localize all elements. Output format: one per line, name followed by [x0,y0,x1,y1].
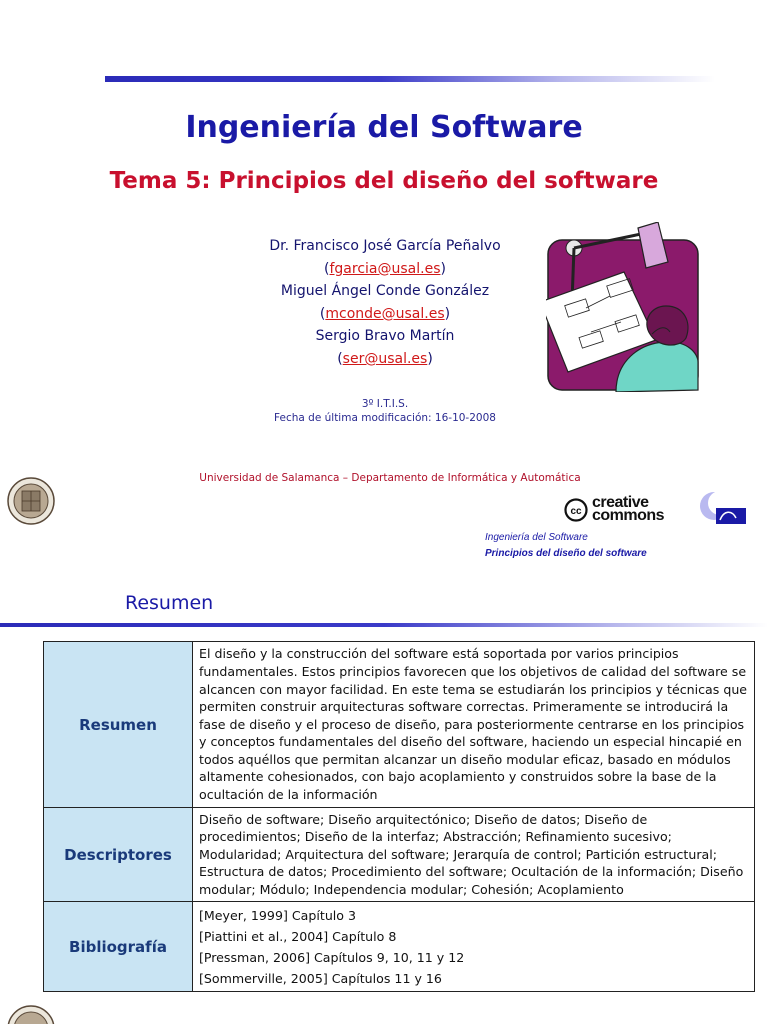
table-row [44,642,755,808]
footer-topic: Principios del diseño del software [485,548,647,559]
author-name: Dr. Francisco José García Peñalvo [269,238,501,254]
university-department: Universidad de Salamanca – Departamento de Informática y Automática [199,472,581,484]
table-row [44,808,755,902]
bibliography-item: [Meyer, 1999] Capítulo 3 [199,907,357,923]
row-label: Descriptores [44,808,193,902]
cc-logo-line1: creative [592,494,649,511]
authors-block [190,235,580,371]
bibliography-item: [Piattini et al., 2004] Capítulo 8 [199,928,397,944]
page-subtitle: Tema 5: Principios del diseño del software [109,168,659,194]
creative-commons-logo [592,496,664,522]
bibliography-item: [Sommerville, 2005] Capítulos 11 y 16 [199,970,442,986]
row-label: Bibliografía [44,902,193,992]
university-seal-icon [6,1004,56,1024]
research-group-logo-icon [694,488,750,528]
footer-course-name: Ingeniería del Software [485,532,588,543]
course-code: 3º I.T.I.S. [361,398,409,410]
section-heading: Resumen [125,592,214,614]
cc-logo-line2: commons [592,507,665,524]
author-email-line: (ser@usal.es) [337,350,433,367]
designer-illustration [546,222,706,392]
author-email-line: (fgarcia@usal.es) [324,260,446,277]
row-content: Diseño de software; Diseño arquitectónico; Diseño de datos; Diseño de procedimientos; Diseño de la interfaz; Abstracción; Refinamiento sucesivo; Modularidad; Arquitectura del software; Jerarquía de control; Partición estructural; Estructura de datos; Procedimiento del software; Ocultación de la información; Diseño modular; Módulo; Independencia modular; Cohesión; Acoplamiento [193,808,755,902]
section-divider-bar [0,623,768,627]
course-info [190,397,580,425]
author-email-line: (mconde@usal.es) [319,305,451,322]
svg-text:cc: cc [570,506,582,517]
bibliography-list [193,902,755,992]
page-title: Ingeniería del Software [185,110,583,145]
modification-date: Fecha de última modificación: 16-10-2008 [274,412,496,424]
row-label: Resumen [44,642,193,808]
author-name: Miguel Ángel Conde González [280,283,490,300]
author-email-link[interactable]: mconde@usal.es [325,305,445,322]
summary-table [43,641,755,992]
author-email-link[interactable]: fgarcia@usal.es [329,260,441,277]
bibliography-item: [Pressman, 2006] Capítulos 9, 10, 11 y 12 [199,949,465,965]
author-email-link[interactable]: ser@usal.es [342,350,428,367]
university-seal-icon [6,476,56,526]
creative-commons-icon [564,498,588,522]
top-divider-bar [105,76,715,82]
table-row [44,902,755,992]
author-name: Sergio Bravo Martín [315,328,455,345]
row-content: El diseño y la construcción del software está soportada por varios principios fundamentales. Estos principios favorecen que los objetivos de calidad del software se alcancen con mayor facilidad. En este tema se estudiarán los principios y técnicas que permiten construir arquitecturas software correctas. Primeramente se introducirá la fase de diseño y el proceso de diseño, para posteriormente centrarse en los principios y conceptos fundamentales del diseño del software, haciendo un especial hincapié en todos aquéllos que permitan alcanzar un diseño modular eficaz, basado en módulos altamente cohesionados, con bajo acoplamiento y construidos sobre la base de la ocultación de la información [193,642,755,808]
